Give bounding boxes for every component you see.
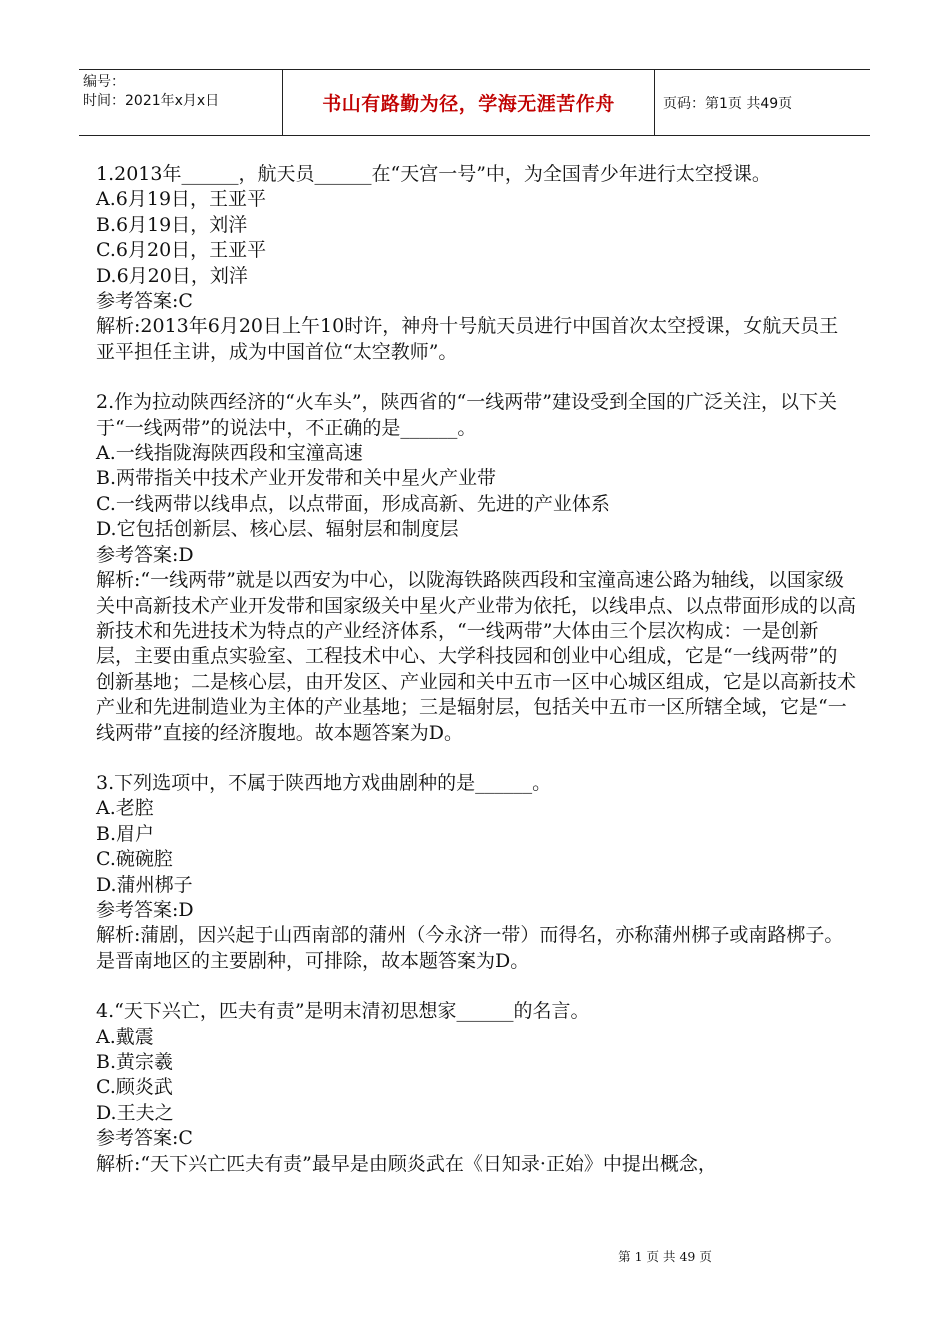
- option: D.它包括创新层、核心层、辐射层和制度层: [96, 518, 459, 541]
- option: D.王夫之: [96, 1101, 174, 1124]
- option: B.黄宗羲: [96, 1051, 174, 1073]
- question-block: [96, 999, 856, 1177]
- question-stem: 3.下列选项中，不属于陕西地方戏曲剧种的是______。: [96, 771, 552, 794]
- answer: 参考答案:C: [96, 290, 193, 313]
- answer: 参考答案:C: [96, 1127, 193, 1150]
- page-footer: 第 1 页 共 49 页: [618, 1249, 712, 1264]
- analysis: 解析:蒲剧，因兴起于山西南部的蒲州（今永济一带）而得名，亦称蒲州梆子或南路梆子。是晋南地区的主要剧种，可排除，故本题答案为D。: [96, 924, 844, 972]
- analysis: 解析:“天下兴亡匹夫有责”最早是由顾炎武在《日知录·正始》中提出概念，: [96, 1152, 717, 1175]
- option: B.眉户: [96, 822, 155, 845]
- question-stem: 1.2013年______，航天员______在“天宫一号”中，为全国青少年进行太空授课。: [96, 163, 771, 185]
- question-stem: 4.“天下兴亡，匹夫有责”是明末清初思想家______的名言。: [96, 1000, 590, 1023]
- option: C.一线两带以线串点，以点带面，形成高新、先进的产业体系: [96, 492, 610, 515]
- analysis: 解析:“一线两带”就是以西安为中心，以陇海铁路陕西段和宝潼高速公路为轴线，以国家级关中高新技术产业开发带和国家级关中星火产业带为依托，以线串点、以点带面形成的以高新技术和先进技术为特点的产业经济体系，“一线两带”大体由三个层次构成：一是创新层，主要由重点实验室、工程技术中心、大学科技园和创业中心组成，它是“一线两带”的创新基地；二是核心层，由开发区、产业园和关中五市一区中心城区组成，它是以高新技术产业和先进制造业为主体的产业基地；三是辐射层，包括关中五市一区所辖全域，它是“一线两带”直接的经济腹地。故本题答案为D。: [96, 569, 857, 744]
- page-number-label: 页码：第1页 共49页: [663, 95, 793, 112]
- option: A.一线指陇海陕西段和宝潼高速: [96, 442, 363, 465]
- option: A.戴震: [96, 1025, 154, 1048]
- header-meta: [79, 70, 283, 135]
- header-motto: 书山有路勤为径，学海无涯苦作舟: [283, 70, 655, 135]
- question-block: [96, 771, 856, 974]
- option: C.6月20日，王亚平: [96, 239, 267, 262]
- question-block: [96, 390, 856, 746]
- analysis: 解析:2013年6月20日上午10时许，神舟十号航天员进行中国首次太空授课，女航天员王亚平担任主讲，成为中国首位“太空教师”。: [96, 315, 839, 363]
- option: C.碗碗腔: [96, 848, 173, 871]
- question-block: [96, 162, 856, 365]
- option: A.老腔: [96, 797, 154, 820]
- option: A.6月19日，王亚平: [96, 188, 267, 211]
- option: B.6月19日，刘洋: [96, 213, 248, 236]
- option: D.6月20日，刘洋: [96, 264, 248, 287]
- option: D.蒲州梆子: [96, 873, 193, 896]
- option: B.两带指关中技术产业开发带和关中星火产业带: [96, 467, 497, 490]
- document-body: [96, 162, 856, 1177]
- option: C.顾炎武: [96, 1076, 173, 1099]
- question-stem: 2.作为拉动陕西经济的“火车头”，陕西省的“一线两带”建设受到全国的广泛关注，以下关于“一线两带”的说法中，不正确的是______。: [96, 391, 837, 439]
- document-header: [79, 69, 870, 136]
- time-label: 时间：2021年x月x日: [83, 93, 220, 109]
- answer: 参考答案:D: [96, 898, 194, 921]
- number-label: 编号：: [83, 74, 125, 90]
- answer: 参考答案:D: [96, 543, 194, 566]
